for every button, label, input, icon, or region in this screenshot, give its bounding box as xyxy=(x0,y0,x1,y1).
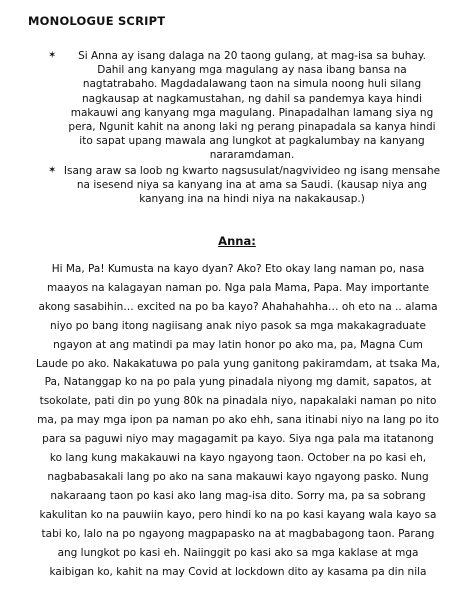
monologue-line: ang lungkot po kasi eh. Naiinggit po kasi ako sa mga kaklase at mga xyxy=(57,546,419,559)
monologue-line: nakaraang taon po kasi ako lang mag-isa dito. Sorry ma, pa sa sobrang xyxy=(50,489,426,502)
bullet-line: nararamdaman. xyxy=(209,149,295,162)
monologue-line: nagbabasakali lang po ako na sana makauwi kayo ngayong pasko. Nung xyxy=(47,470,429,483)
monologue-line: para sa paguwi niyo may magagamit pa kayo. Siya nga pala ma itatanong xyxy=(42,433,434,446)
monologue-line: tsokolate, pati din po yung 80k na pinadala niyo, napakalaki naman po nito xyxy=(39,395,437,408)
speaker-heading: Anna: xyxy=(218,234,256,248)
monologue-line: ma, pa may mga ipon pa naman po ako ehh, sana itinabi niyo na lang po ito xyxy=(37,414,439,427)
monologue-line: kakulitan ko na pauwiin kayo, pero hindi ko na po kasi kayang wala kayo sa xyxy=(39,508,437,521)
monologue-line: tabi ko, lalo na po ngayong magpapasko na at magbabagong taon. Parang xyxy=(41,527,435,540)
bullet-line: Isang araw sa loob ng kwarto nagsusulat/nagvivideo ng isang mensahe xyxy=(63,165,441,177)
bullet-line: nagkausap at nagkamustahan, ng dahil sa pandemya kaya hindi xyxy=(82,92,422,105)
page-title: MONOLOGUE SCRIPT xyxy=(28,14,166,28)
bullet-line: makauwi ang kanyang mga magulang. Pinapadalhan lamang siya ng xyxy=(70,106,434,119)
bullet-line: Dahil ang kanyang mga magulang ay nasa ibang bansa na xyxy=(97,64,407,77)
star-bullet-icon: ✶ xyxy=(48,50,57,61)
bullet-line: kanyang ina na hindi niya na nakakausap.) xyxy=(139,193,365,206)
bullet-line: na isesend niya sa kanyang ina at ama sa Saudi. (kausap niya ang xyxy=(76,179,428,192)
star-bullet-icon: ✶ xyxy=(48,165,57,176)
monologue-line: ko lang kung makakauwi na kayo ngayong taon. October na po kasi eh, xyxy=(49,452,427,465)
monologue-line: maayos na kalagayan naman po. Nga pala Mama, Papa. May importante xyxy=(46,281,430,294)
bullet-line: pera, Ngunit kahit na anong laki ng perang pinapadala sa kanya hindi xyxy=(68,121,436,134)
monologue-line: Hi Ma, Pa! Kumusta na kayo dyan? Ako? Eto okay lang naman po, nasa xyxy=(51,263,425,275)
monologue-text xyxy=(28,260,448,581)
monologue-line: Laude po ako. Nakakatuwa po pala yung ganitong pakiramdam, at tsaka Ma, xyxy=(35,357,441,370)
monologue-line: niyo po bang itong nagiisang anak niyo pasok sa mga makakagraduate xyxy=(50,319,426,332)
bullet-line: nagtatrabaho. Magdadalawang taon na simula noong huli silang xyxy=(82,78,422,91)
monologue-line: ngayon at ang matindi pa may latin honor po ako ma, pa, Magna Cum xyxy=(53,338,423,351)
bullet-item-1 xyxy=(48,49,452,163)
bullet-item-2 xyxy=(48,164,452,207)
bullet-line: ito sapat upang mawala ang lungkot at pagkalumbay na kanyang xyxy=(79,135,425,148)
monologue-line: kaibigan ko, kahit na may Covid at lockdown dito ay kasama pa din nila xyxy=(49,565,427,578)
bullet-line: Si Anna ay isang dalaga na 20 taong gulang, at mag-isa sa buhay. xyxy=(78,50,426,62)
monologue-line: Pa, Natanggap ko na po pala yung pinadala niyong mg damit, sapatos, at xyxy=(44,376,432,389)
monologue-line: akong sasabihin… excited na po ba kayo? Ahahahahha… oh eto na .. alama xyxy=(38,300,438,313)
